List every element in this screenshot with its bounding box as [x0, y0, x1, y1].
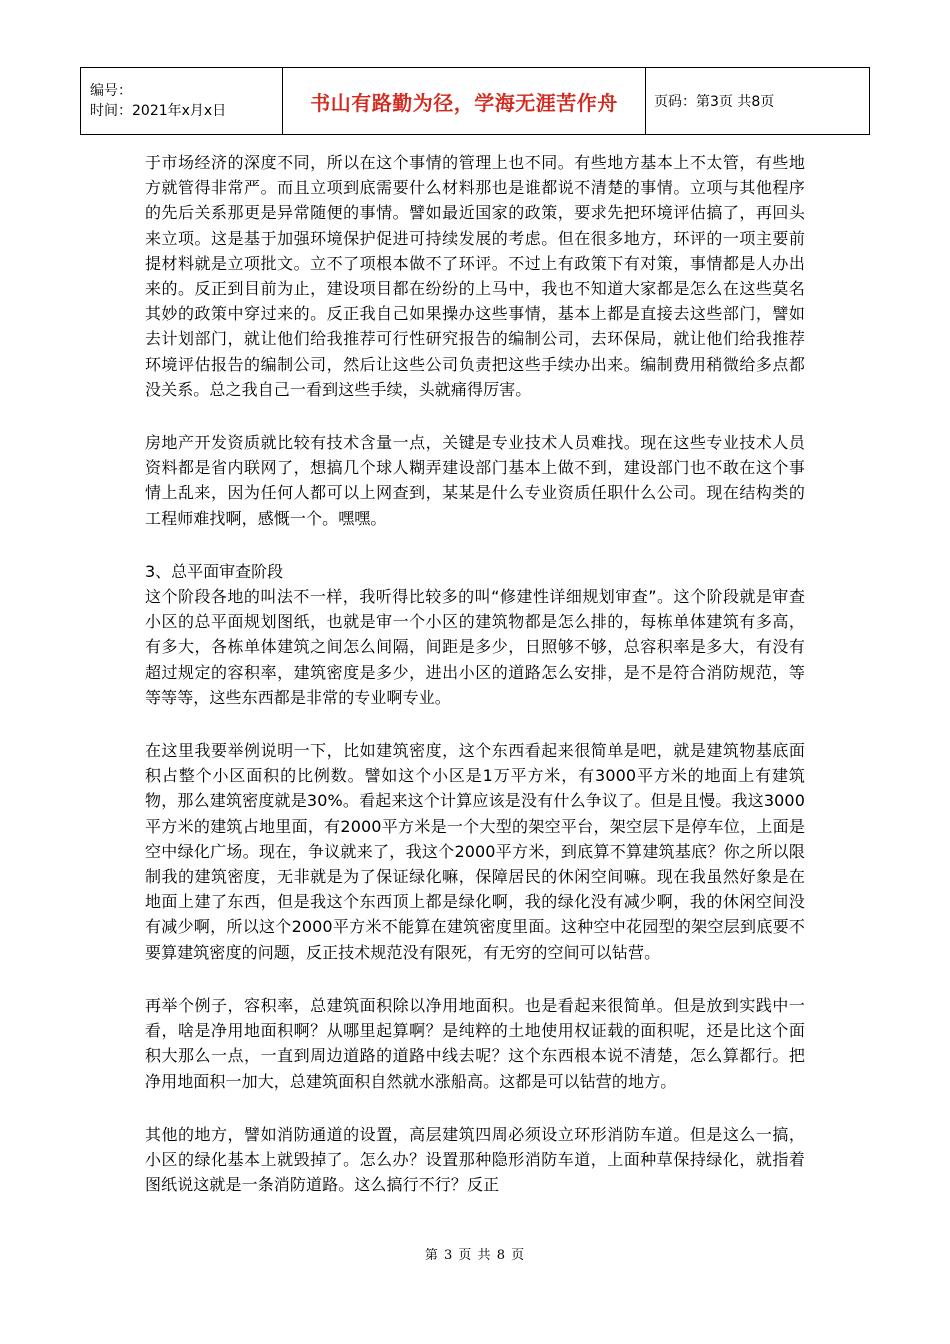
header-page-cell	[646, 68, 870, 135]
footer-page-number: 第 3 页 共 8 页	[424, 1248, 526, 1263]
motto-text: 书山有路勤为径，学海无涯苦作舟	[310, 90, 618, 115]
document-body	[145, 150, 805, 1197]
paragraph-1: 于市场经济的深度不同，所以在这个事情的管理上也不同。有些地方基本上不太管，有些地方就管得非常严。而且立项到底需要什么材料那也是谁都说不清楚的事情。立项与其他程序的先后关系那更是异常随便的事情。譬如最近国家的政策，要求先把环境评估搞了，再回头来立项。这是基于加强环境保护促进可持续发展的考虑。但在很多地方，环评的一项主要前提材料就是立项批文。立不了项根本做不了环评。不过上有政策下有对策，事情都是人办出来的。反正到目前为止，建设项目都在纷纷的上马中，我也不知道大家都是怎么在这些莫名其妙的政策中穿过来的。反正我自己如果操办这些事情，基本上都是直接去这些部门，譬如去计划部门，就让他们给我推荐可行性研究报告的编制公司，去环保局，就让他们给我推荐环境评估报告的编制公司，然后让这些公司负责把这些手续办出来。编制费用稍微给多点都没关系。总之我自己一看到这些手续，头就痛得厉害。	[145, 153, 805, 399]
page-info: 页码：第3页 共8页	[654, 94, 775, 110]
header-info-cell	[81, 68, 283, 135]
document-header	[80, 67, 870, 135]
header-motto-cell	[283, 68, 646, 135]
paragraph-5: 再举个例子，容积率，总建筑面积除以净用地面积。也是看起来很简单。但是放到实践中一看，啥是净用地面积啊？从哪里起算啊？是纯粹的土地使用权证载的面积呢，还是比这个面积大那么一点，一直到周边道路的道路中线去呢？这个东西根本说不清楚，怎么算都行。把净用地面积一加大，总建筑面积自然就水涨船高。这都是可以钻营的地方。	[145, 995, 805, 1091]
paragraph-3: 这个阶段各地的叫法不一样，我听得比较多的叫“修建性详细规划审查”。这个阶段就是审查小区的总平面规划图纸，也就是审一个小区的建筑物都是怎么排的，每栋单体建筑有多高，有多大，各栋单体建筑之间怎么间隔，间距是多少，日照够不够，总容积率是多大，有没有超过规定的容积率，建筑密度是多少，进出小区的道路怎么安排，是不是符合消防规范，等等等等，这些东西都是非常的专业啊专业。	[145, 587, 805, 707]
date-label: 时间：2021年x月x日	[90, 103, 227, 119]
section-3-heading: 3、总平面审查阶段	[145, 561, 284, 581]
paragraph-2: 房地产开发资质就比较有技术含量一点，关键是专业技术人员难找。现在这些专业技术人员资料都是省内联网了，想搞几个球人糊弄建设部门基本上做不到，建设部门也不敢在这个事情上乱来，因为任何人都可以上网查到，某某是什么专业资质任职什么公司。现在结构类的工程师难找啊，感慨一个。嘿嘿。	[145, 433, 805, 528]
serial-number-label: 编号：	[90, 83, 132, 99]
paragraph-6: 其他的地方，譬如消防通道的设置，高层建筑四周必须设立环形消防车道。但是这么一搞，小区的绿化基本上就毁掉了。怎么办？设置那种隐形消防车道，上面种草保持绿化，就指着图纸说这就是一条消防道路。这么搞行不行？反正	[145, 1124, 805, 1195]
page-footer	[0, 1244, 950, 1263]
paragraph-4: 在这里我要举例说明一下，比如建筑密度，这个东西看起来很简单是吧，就是建筑物基底面积占整个小区面积的比例数。譬如这个小区是1万平方米，有3000平方米的地面上有建筑物，那么建筑密度就是30%。看起来这个计算应该是没有什么争议了。但是且慢。我这3000平方米的建筑占地里面，有2000平方米是一个大型的架空平台，架空层下是停车位，上面是空中绿化广场。现在，争议就来了，我这个2000平方米，到底算不算建筑基底？你之所以限制我的建筑密度，无非就是为了保证绿化嘛，保障居民的休闲空间嘛。现在我虽然好象是在地面上建了东西，但是我这个东西顶上都是绿化啊，我的绿化没有减少啊，我的休闲空间没有减少啊，所以这个2000平方米不能算在建筑密度里面。这种空中花园型的架空层到底要不要算建筑密度的问题，反正技术规范没有限死，有无穷的空间可以钻营。	[145, 741, 805, 962]
